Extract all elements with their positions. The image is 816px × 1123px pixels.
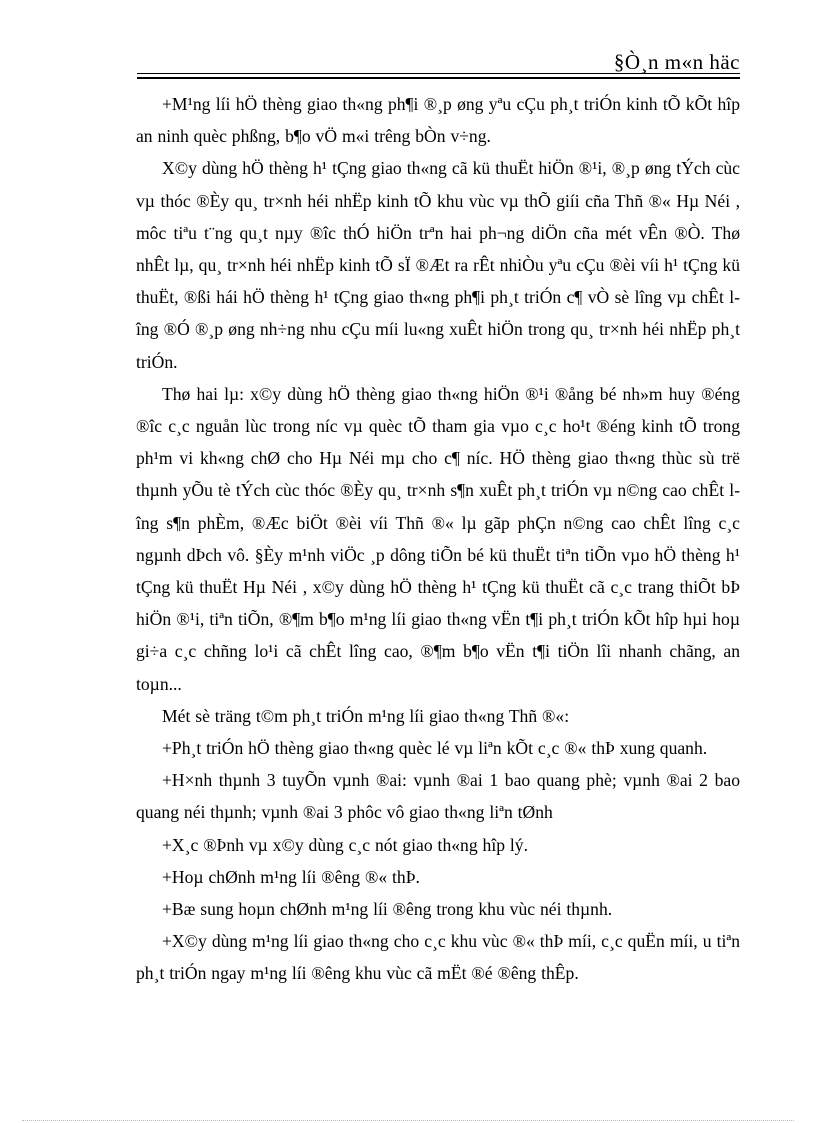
header-rule-thin: [137, 73, 740, 74]
header-title: §Ò¸n m«n häc: [613, 50, 740, 74]
page-bottom-border: [22, 1120, 794, 1121]
paragraph: +Ph¸t triÓn hÖ thèng giao th«ng quèc lé vµ liªn kÕt c¸c ®« thÞ xung quanh.: [162, 738, 708, 759]
paragraph: Mét sè träng t©m ph¸t triÓn m¹ng líi giao th«ng Thñ ®«:: [162, 705, 570, 726]
paragraph: +Hoµ chØnh m¹ng líi ®êng ®« thÞ.: [162, 866, 420, 887]
document-body: [136, 88, 740, 990]
paragraph: X©y dùng hÖ thèng h¹ tÇng giao th«ng cã kü thuËt hiÖn ®¹i, ®¸p øng tÝch cùc vµ thóc ®Èy qu¸ tr×nh héi nhËp kinh tÕ khu vùc vµ thÕ giíi cña Thñ ®« Hµ Néi , môc tiªu t¨ng qu¸t nµy ®îc thÓ hiÖn trªn hai ph¬ng diÖn cña mét vÊn ®Ò. Thø nhÊt lµ, qu¸ tr×nh héi nhËp kinh tÕ sÏ ®Æt ra rÊt nhiÒu yªu cÇu ®èi víi h¹ tÇng kü thuËt, ®ßi hái hÖ thèng h¹ tÇng giao th«ng ph¶i ph¸t triÓn c¶ vÒ sè lîng vµ chÊt lîng ®Ó ®¸p øng nh÷ng nhu cÇu míi lu«ng xuÊt hiÖn trong qu¸ tr×nh héi nhËp ph¸t triÓn.: [136, 158, 740, 372]
header-rule-thick: [137, 77, 740, 79]
paragraph: Thø hai lµ: x©y dùng hÖ thèng giao th«ng hiÖn ®¹i ®ång bé nh»m huy ®éng ®îc c¸c nguån lùc trong níc vµ quèc tÕ tham gia vµo c¸c ho¹t ®éng kinh tÕ trong ph¹m vi kh«ng chØ cho Hµ Néi mµ cho c¶ níc. HÖ thèng giao th«ng thùc sù trë thµnh yÕu tè tÝch cùc thóc ®Èy qu¸ tr×nh s¶n xuÊt ph¸t triÓn vµ n©ng cao chÊt lîng s¶n phÈm, ®Æc biÖt ®èi víi Thñ ®« lµ gãp phÇn n©ng cao chÊt lîng c¸c ngµnh dÞch vô. §Èy m¹nh viÖc ¸p dông tiÕn bé kü thuËt tiªn tiÕn vµo hÖ thèng h¹ tÇng kü thuËt Hµ Néi , x©y dùng hÖ thèng h¹ tÇng kü thuËt cã c¸c trang thiÕt bÞ hiÖn ®¹i, tiªn tiÕn, ®¶m b¶o m¹ng líi giao th«ng vËn t¶i ph¸t triÓn kÕt hîp hµi hoµ gi÷a c¸c chñng lo¹i cã chÊt lîng cao, ®¶m b¶o vËn t¶i tiÖn lîi nhanh chãng, an toµn...: [136, 383, 740, 694]
paragraph: +X©y dùng m¹ng líi giao th«ng cho c¸c khu vùc ®« thÞ míi, c¸c quËn míi, u tiªn ph¸t triÓn ngay m¹ng líi ®êng khu vùc cã mËt ®é ®êng thÊp.: [136, 931, 740, 984]
paragraph: +Bæ sung hoµn chØnh m¹ng líi ®êng trong khu vùc néi thµnh.: [162, 899, 613, 920]
paragraph: +M¹ng líi hÖ thèng giao th«ng ph¶i ®¸p øng yªu cÇu ph¸t triÓn kinh tÕ kÕt hîp an ninh quèc phßng, b¶o vÖ m«i trêng bÒn v÷ng.: [136, 94, 740, 147]
paragraph: +H×nh thµnh 3 tuyÕn vµnh ®ai: vµnh ®ai 1 bao quang phè; vµnh ®ai 2 bao quang néi thµnh; vµnh ®ai 3 phôc vô giao th«ng liªn tØnh: [136, 770, 740, 823]
paragraph: +X¸c ®Þnh vµ x©y dùng c¸c nót giao th«ng hîp lý.: [162, 834, 528, 855]
